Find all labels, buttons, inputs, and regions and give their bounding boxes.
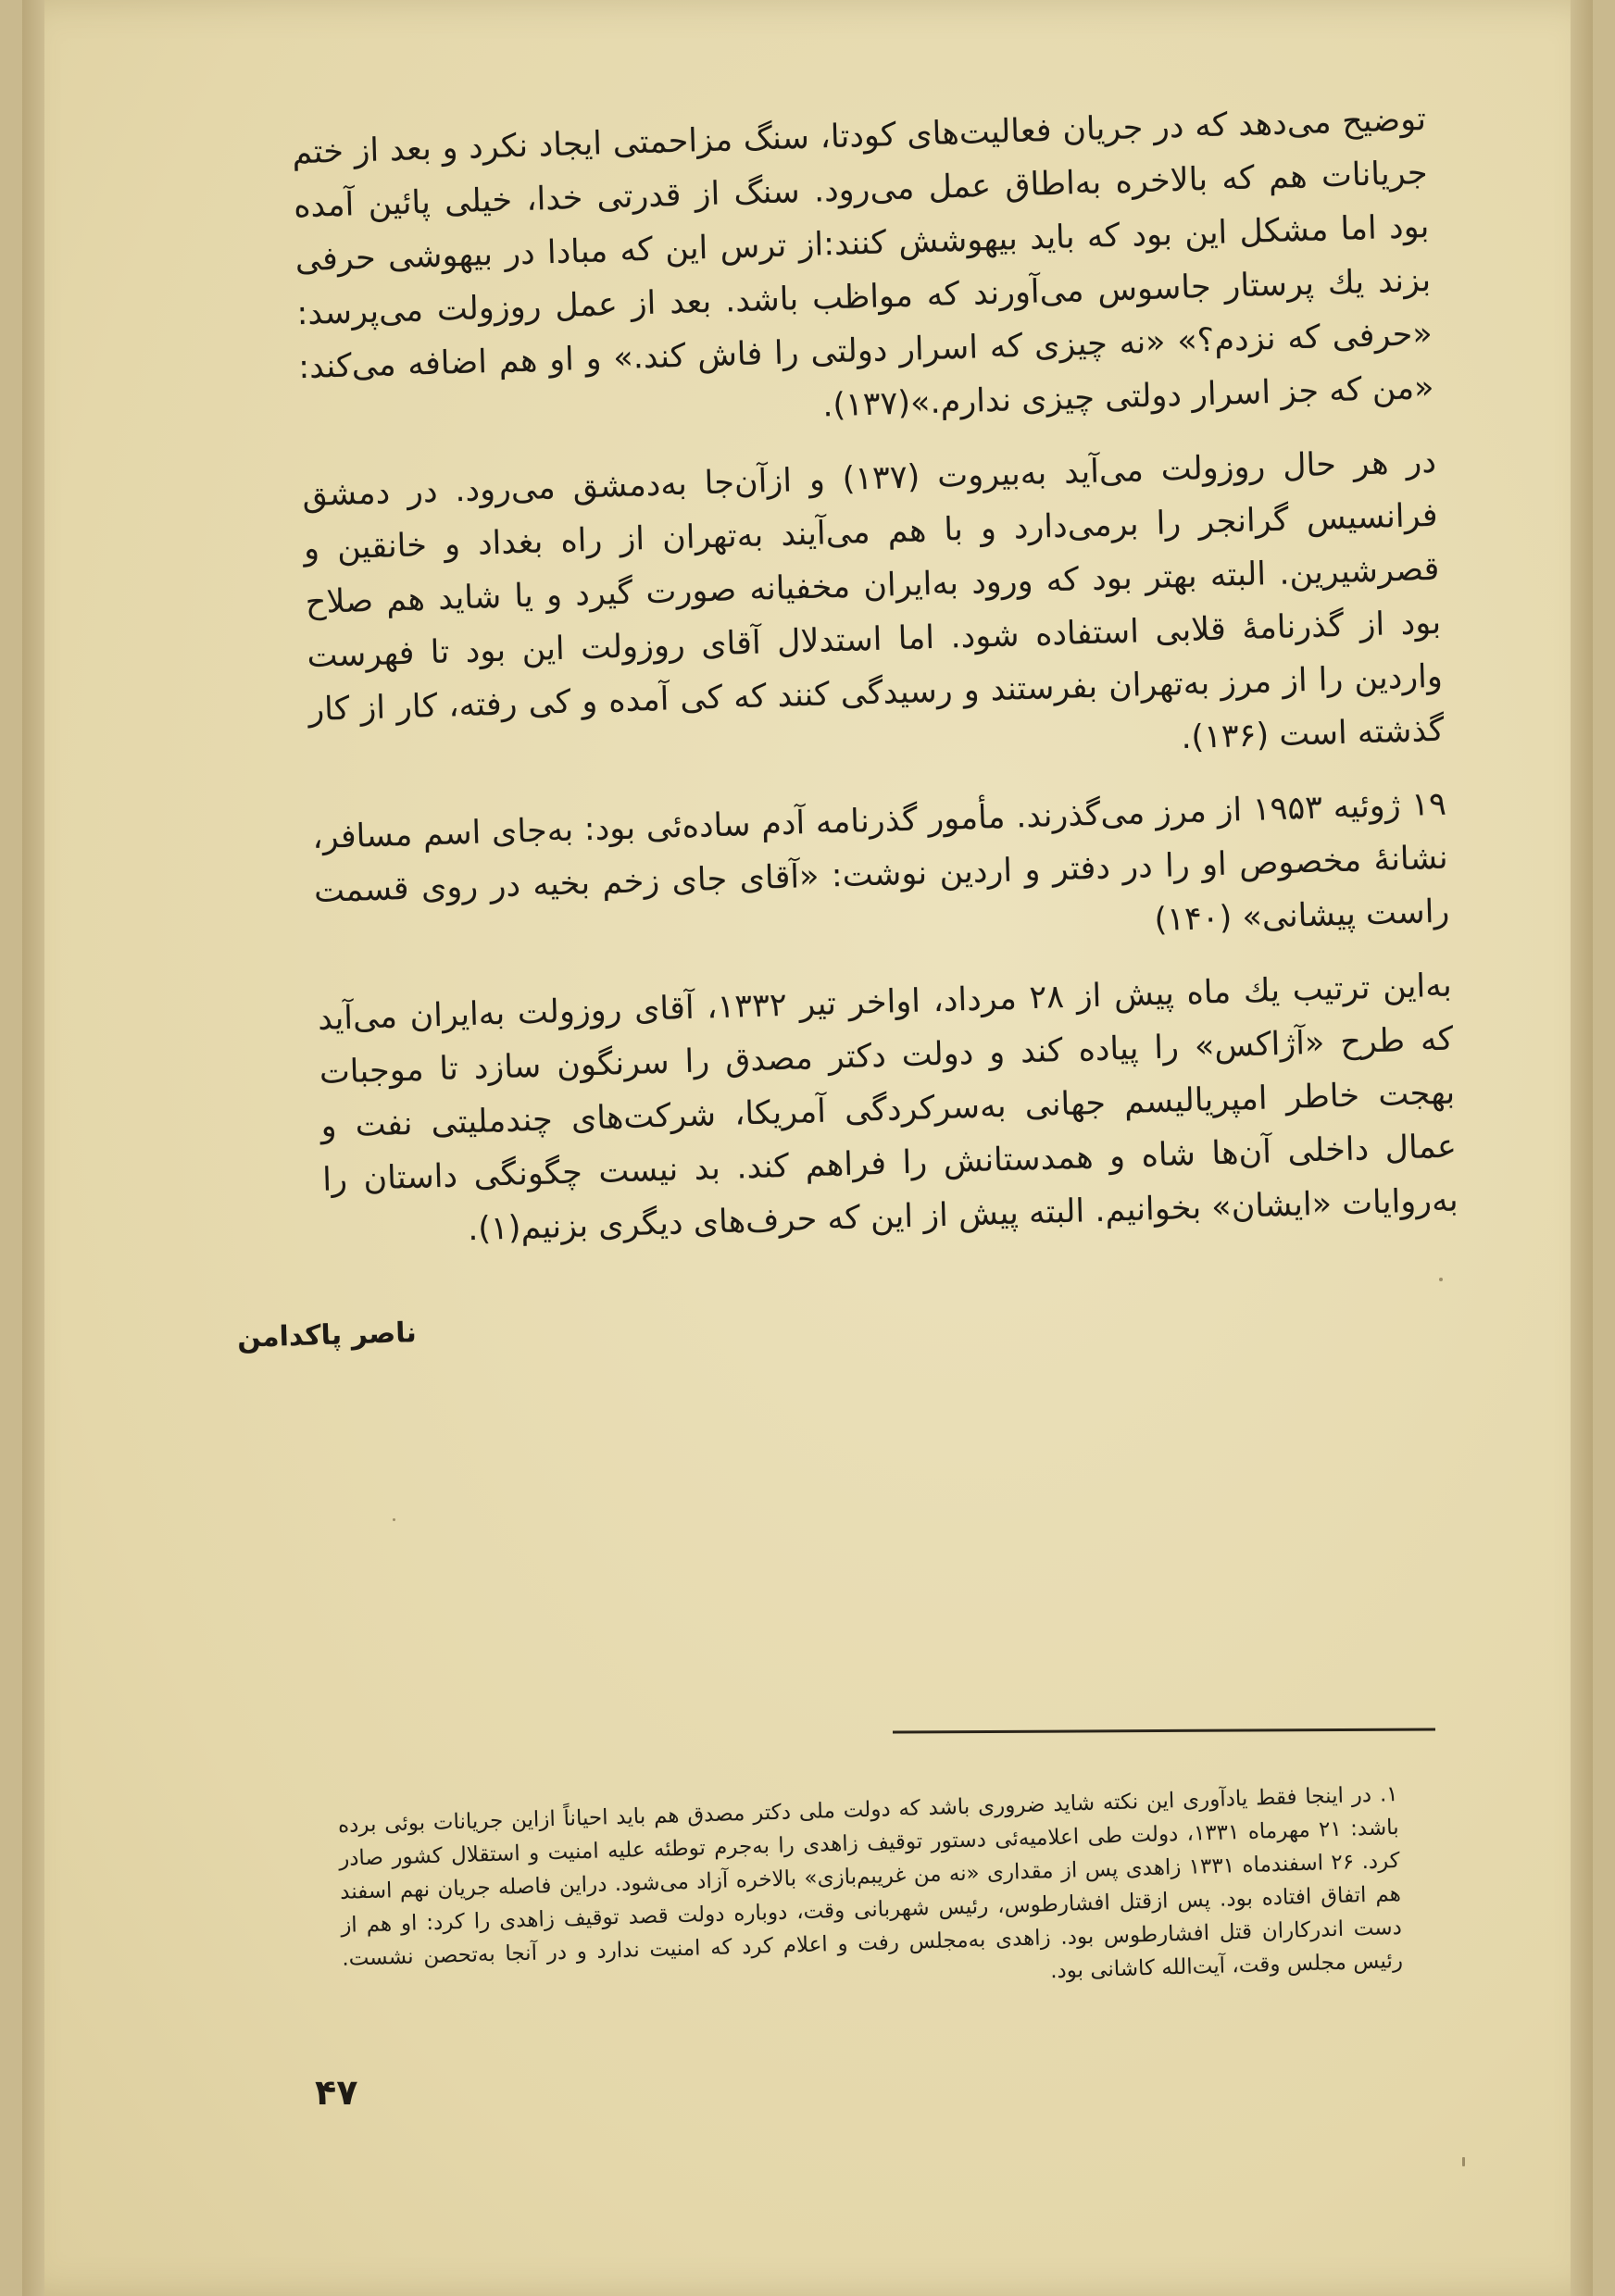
- paragraph-3: ۱۹ ژوئیه ۱۹۵۳ از مرز می‌گذرند. مأمور گذرنامه آدم ساده‌ئی بود: به‌جای اسم مسافر، نشانهٔ مخصوص او را در دفتر و اردین نوشت: «آقای جای زخم بخیه در روی قسمت راست پیشانی» (۱۴۰): [311, 785, 1450, 940]
- paragraph-4: به‌این ترتیب یك ماه پیش از ۲۸ مرداد، اواخر تیر ۱۳۳۲، آقای روزولت به‌ایران می‌آید که طرح «آژاکس» را پیاده کند و دولت دکتر مصدق را سرنگون سازد تا موجبات بهجت خاطر امپریالیسم جهانی به‌سرکردگی آمریکا، شرکت‌های چندملیتی نفت و عمال داخلی آن‌ها شاه و همدستانش را فراهم کند. بد نیست چگونگی داستان را به‌روایات «ایشان» بخوانیم. البته پیش از این که حرف‌های دیگری بزنیم(۱).: [317, 967, 1459, 1249]
- page-edge-right: [1571, 0, 1593, 2296]
- paragraph-2: در هر حال روزولت می‌آید به‌بیروت (۱۳۷) و ازآن‌جا به‌دمشق می‌رود. در دمشق فرانسیس گرانجر را برمی‌دارد و با هم می‌آیند به‌تهران از راه بغداد و خانقین و قصرشیرین. البته بهتر بود که ورود به‌ایران مخفیانه صورت گیرد و یا شاید هم صلاح بود از گذرنامهٔ قلابی استفاده شود. اما استدلال آقای روزولت این بود تا فهرست واردین را از مرز به‌تهران بفرستند و رسیدگی کنند که کی آمده و کی رفته، کار از کار گذشته است (۱۳۶).: [301, 443, 1446, 757]
- paper-speck: [1439, 1278, 1443, 1281]
- footnote-divider: [893, 1728, 1435, 1733]
- paper-speck: [1462, 2157, 1465, 2166]
- footnote-block: [338, 1778, 1404, 2009]
- paper-speck: [393, 1518, 395, 1521]
- author-signature: ناصر پاکدامن: [236, 1316, 418, 1354]
- scanned-page: [22, 0, 1593, 2296]
- footnote-1: ۱. در اینجا فقط یادآوری این نکته شاید ضروری باشد که دولت ملی دکتر مصدق هم باید احیاناً ازاین جریانات بوئی برده باشد: ۲۱ مهرماه ۱۳۳۱، دولت طی اعلامیه‌ئی دستور توقیف زاهدی را به‌جرم توطئه علیه امنیت و استقلال کشور صادر کرد. ۲۶ اسفندماه ۱۳۳۱ زاهدی پس از مقداری «نه من غریبم‌بازی» بالاخره آزاد می‌شود. دراین فاصله جریان نهم اسفند هم اتفاق افتاده بود. پس ازقتل افشارطوس، رئیس شهربانی وقت، دوباره دولت قصد توقیف زاهدی را کرد: او هم از دست اندرکاران قتل افشارطوس بود. زاهدی به‌مجلس رفت و اعلام کرد که امنیت ندارد و در آنجا به‌تحصن نشست. رئیس مجلس وقت، آیت‌الله کاشانی بود.: [337, 1781, 1404, 1984]
- main-text: [292, 93, 1459, 1281]
- page-number: ۴۷: [315, 2072, 358, 2113]
- paragraph-1: توضیح می‌دهد که در جریان فعالیت‌های کودتا، سنگ مزاحمتی ایجاد نکرد و بعد از ختم جریانات هم که بالاخره به‌اطاق عمل می‌رود. سنگ از قدرتی خدا، خیلی پائین آمده بود اما مشکل این بود که باید بیهوشش کنند:از ترس این که مبادا در بیهوشی حرفی بزند یك پرستار جاسوس می‌آورند که مواظب باشد. بعد از عمل روزولت می‌پرسد: «حرفی که نزدم؟» «نه چیزی که اسرار دولتی را فاش کند.» و او هم اضافه می‌کند: «من که جز اسرار دولتی چیزی ندارم.»(۱۳۷).: [291, 100, 1435, 425]
- page-edge-left: [22, 0, 44, 2296]
